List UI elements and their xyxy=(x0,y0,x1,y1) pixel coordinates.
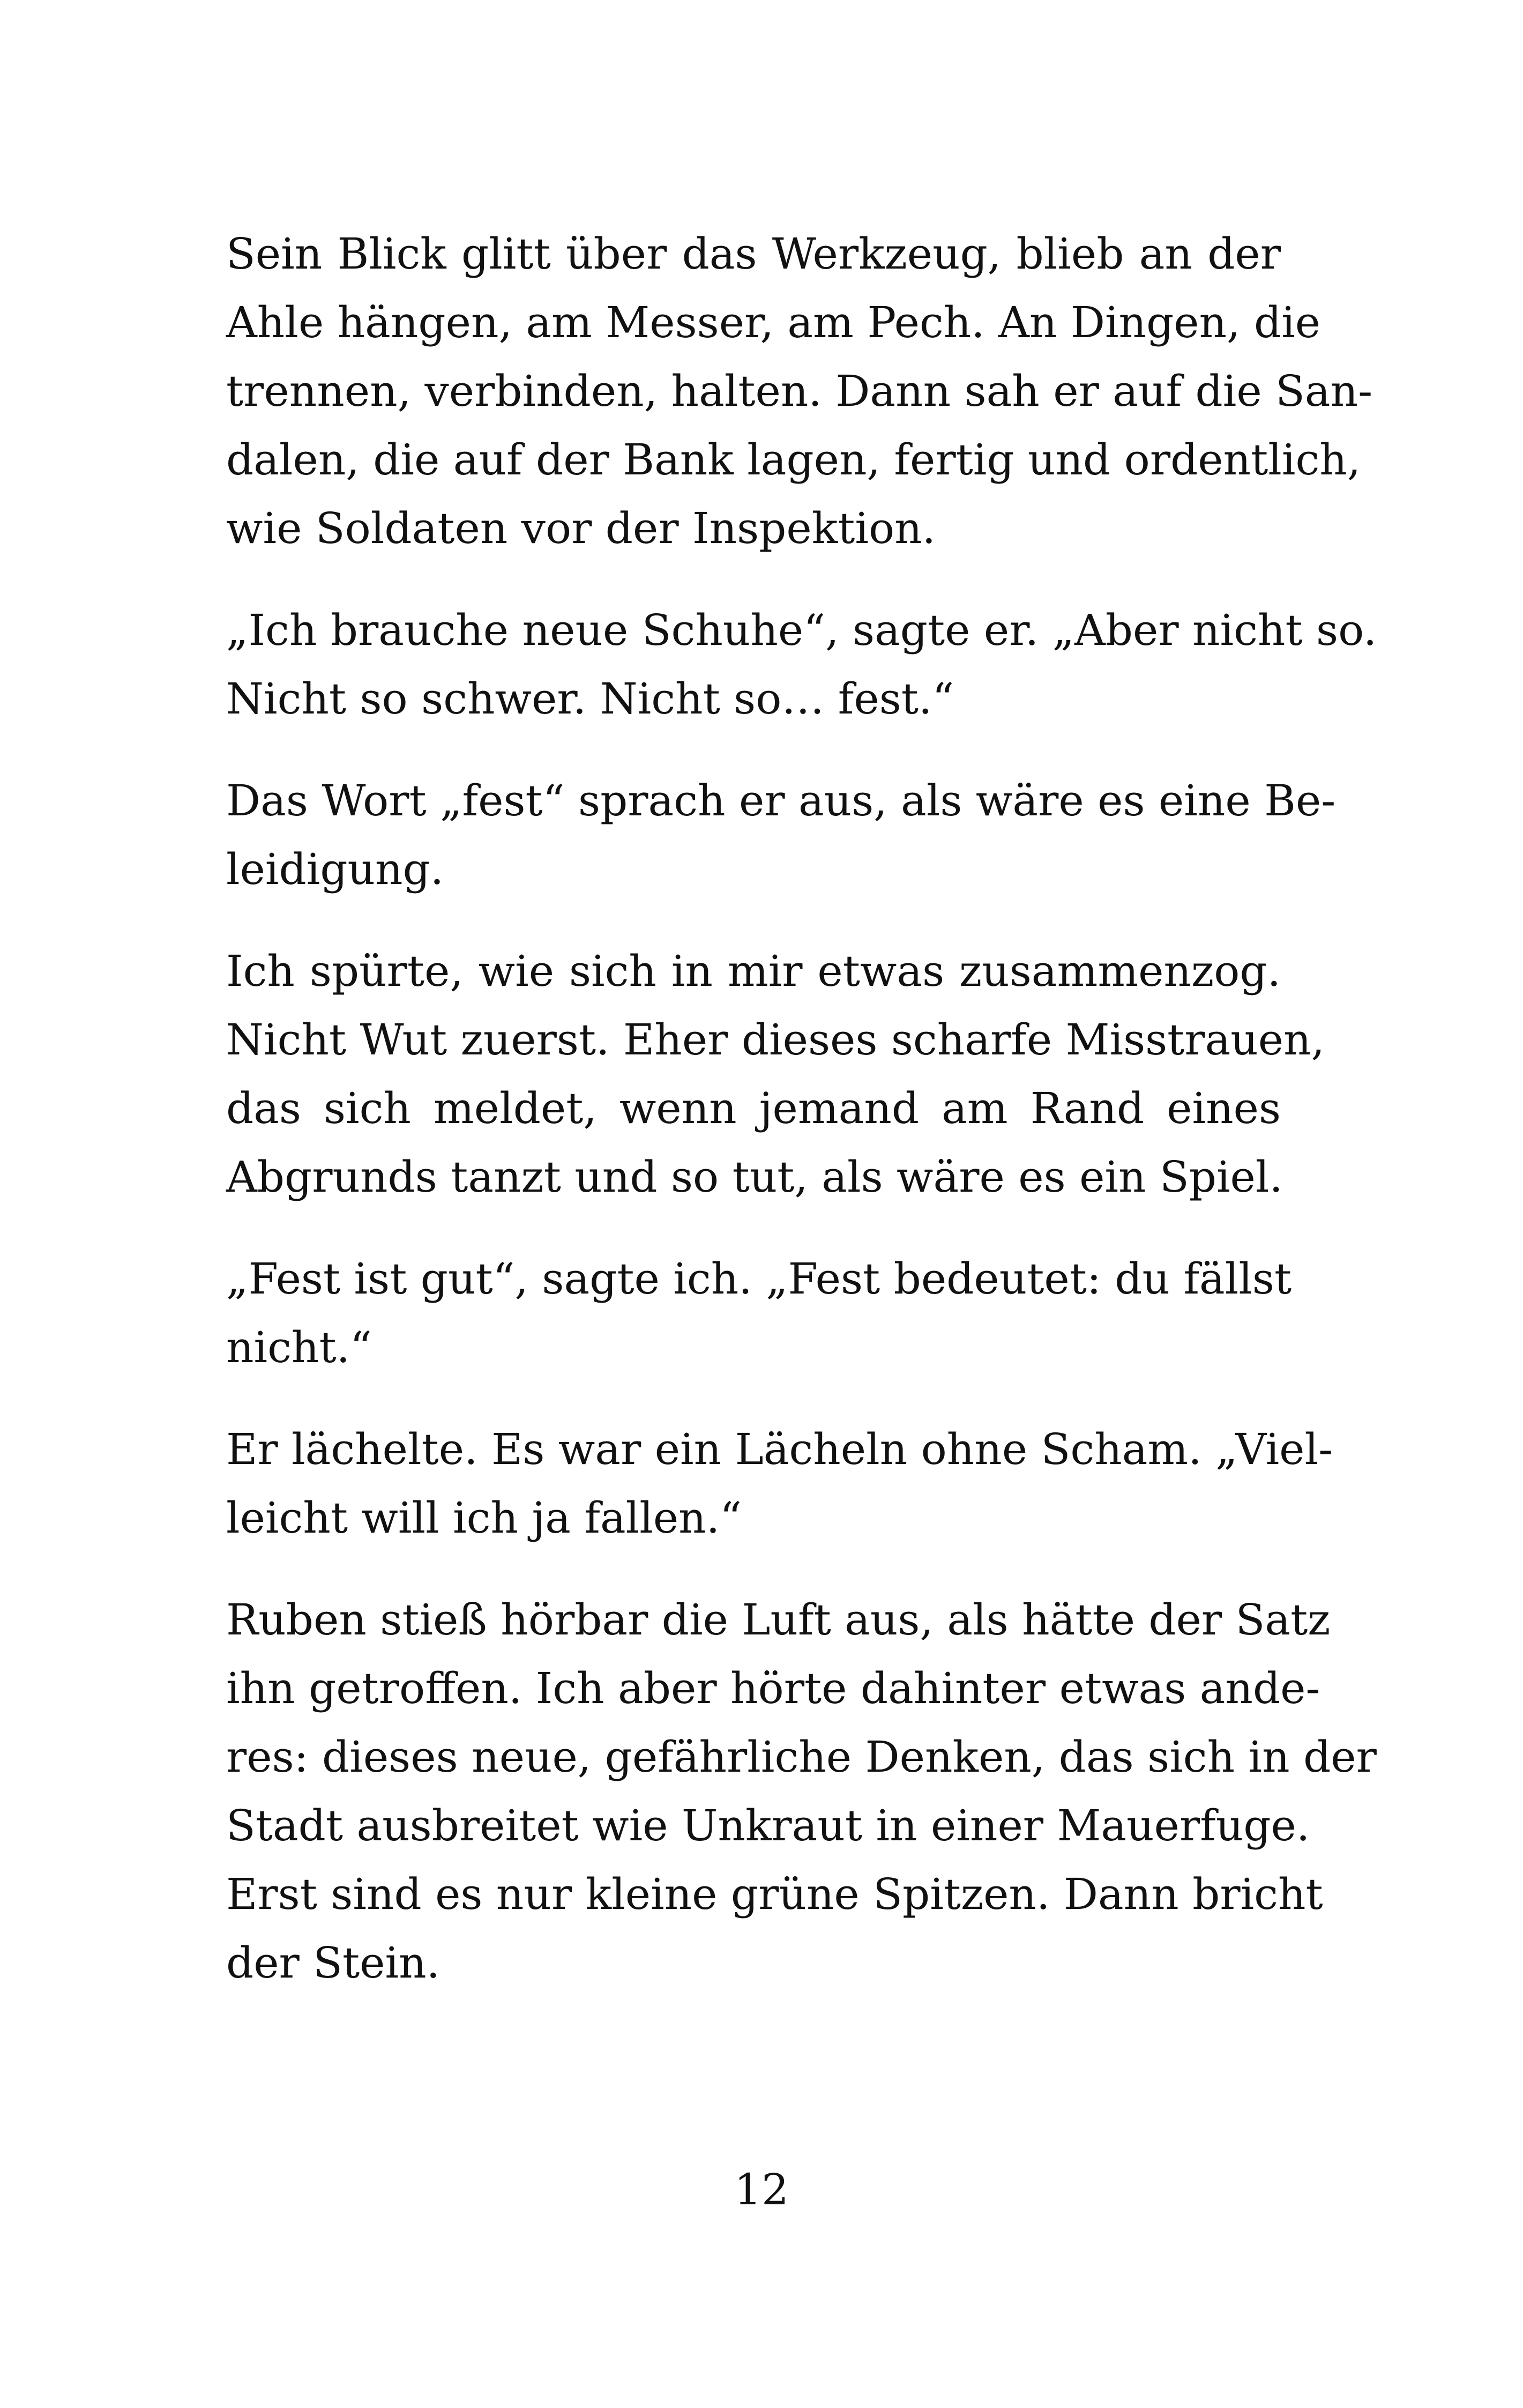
text-line: dalen, die auf der Bank lagen, fertig und ordentlich, xyxy=(226,435,1361,485)
text-line: „Fest ist gut“, sagte ich. „Fest bedeutet: du fällst xyxy=(226,1254,1292,1304)
text-line: Stadt ausbreitet wie Unkraut in einer Mauerfuge. xyxy=(226,1801,1310,1850)
text-line: Abgrunds tanzt und so tut, als wäre es ein Spiel. xyxy=(226,1152,1283,1202)
text-line: ihn getroffen. Ich aber hörte dahinter etwas ande- xyxy=(226,1663,1320,1713)
paragraph-2 xyxy=(226,596,1377,733)
text-line: Ahle hängen, am Messer, am Pech. An Dingen, die xyxy=(226,298,1321,347)
paragraph-3 xyxy=(226,767,1336,904)
text-line: Ich spürte, wie sich in mir etwas zusammenzog. xyxy=(226,946,1281,996)
text-line: Nicht so schwer. Nicht so… fest.“ xyxy=(226,674,954,724)
text-line: leicht will ich ja fallen.“ xyxy=(226,1493,742,1543)
text-line: der Stein. xyxy=(226,1938,441,1988)
text-line: Nicht Wut zuerst. Eher dieses scharfe Misstrauen, xyxy=(226,1015,1325,1065)
text-line: „Ich brauche neue Schuhe“, sagte er. „Aber nicht so. xyxy=(226,605,1377,655)
paragraph-1 xyxy=(226,220,1373,563)
text-line: trennen, verbinden, halten. Dann sah er auf die San- xyxy=(226,366,1373,416)
text-line: Er lächelte. Es war ein Lächeln ohne Scham. „Viel- xyxy=(226,1424,1333,1474)
paragraph-5 xyxy=(226,1245,1292,1382)
text-line: Erst sind es nur kleine grüne Spitzen. Dann bricht xyxy=(226,1869,1323,1919)
text-line: leidigung. xyxy=(226,844,444,894)
text-line: nicht.“ xyxy=(226,1322,372,1372)
text-line: Ruben stieß hörbar die Luft aus, als hätte der Satz xyxy=(226,1595,1331,1645)
paragraph-4 xyxy=(226,937,1325,1212)
text-line: Das Wort „fest“ sprach er aus, als wäre es eine Be- xyxy=(226,776,1336,826)
text-line: Sein Blick glitt über das Werkzeug, blieb an der xyxy=(226,229,1281,279)
body-text xyxy=(226,220,1377,2031)
paragraph-7 xyxy=(226,1586,1377,1997)
text-line: wie Soldaten vor der Inspektion. xyxy=(226,503,936,553)
text-line: res: dieses neue, gefährliche Denken, das sich in der xyxy=(226,1732,1377,1782)
text-line: das sich meldet, wenn jemand am Rand eines xyxy=(226,1083,1281,1133)
paragraph-6 xyxy=(226,1415,1333,1552)
page-number: 12 xyxy=(734,2165,789,2214)
